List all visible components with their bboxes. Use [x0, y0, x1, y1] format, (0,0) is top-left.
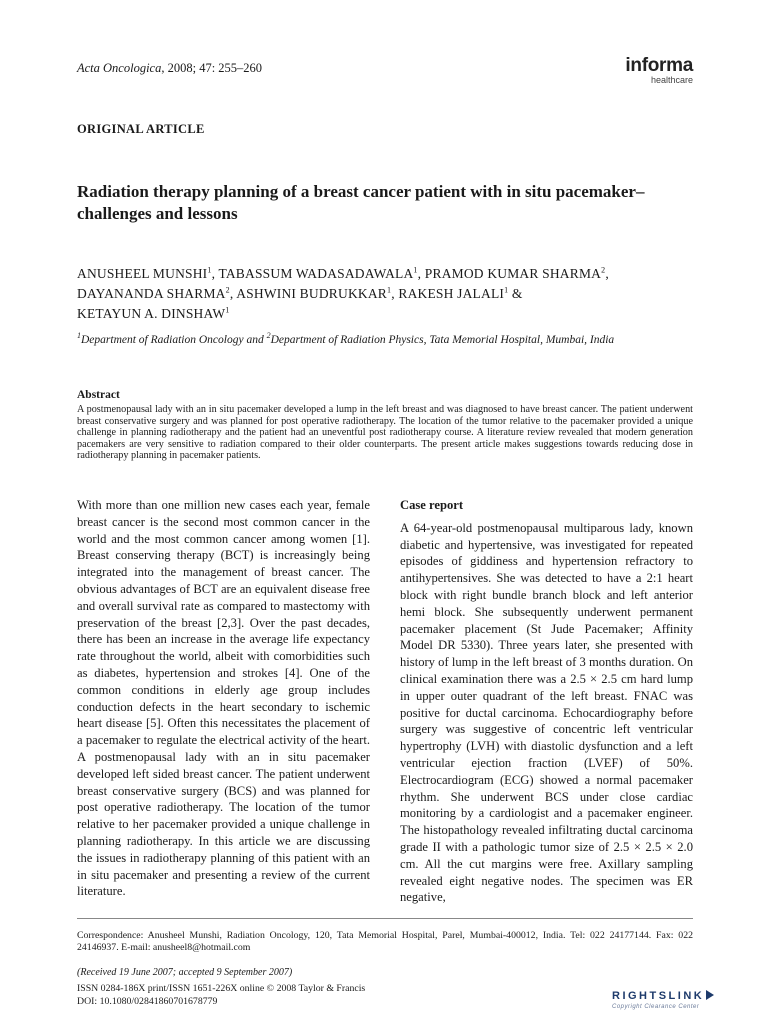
journal-citation	[77, 61, 262, 76]
article-type: ORIGINAL ARTICLE	[77, 122, 205, 136]
footnote-divider	[77, 918, 693, 919]
abstract-heading: Abstract	[77, 389, 120, 401]
article-title: Radiation therapy planning of a breast cancer patient with in situ pacemaker–challenges and lessons	[77, 182, 645, 223]
author: DAYANANDA SHARMA$^2$,	[77, 285, 237, 301]
author: TABASSUM WADASADAWALA$^1$,	[218, 265, 425, 281]
issn-line: ISSN 0284-186X print/ISSN 1651-226X online © 2008 Taylor & Francis	[77, 983, 366, 994]
correspondence-note: Correspondence: Anusheel Munshi, Radiation Oncology, 120, Tata Memorial Hospital, Parel, Mumbai-400012, India. Tel: 022 24177144. Fax: 022 24146937. E-mail: anusheel8@hotmail.com	[77, 930, 693, 953]
author: ASHWINI BUDRUKKAR$^1$,	[236, 285, 399, 301]
publication-info	[77, 983, 365, 1008]
journal-name: Acta Oncologica	[77, 61, 162, 75]
body-column-left: With more than one million new cases each year, female breast cancer is the second most common cancer in the world and the most common cancer among women [1]. Breast conserving therapy (BCT) is increasingly being integrated into the management of breast cancer. The obvious advantages of BCT are an equivalent disease free and overall survival rate as compared to mastectomy with preservation of the breast [2,3]. Over the past decades, there has been an increase in the average life expectancy rate throughout the world, albeit with comorbidities such as diabetes, hypertension and strokes [4]. One of the common conditions in elderly age group includes conduction defects in the heart secondary to ischemic heart disease [5]. Often this necessitates the placement of a pacemaker to regulate the electrical activity of the heart. A postmenopausal lady with an in situ pacemaker developed left sided breast cancer. The patient underwent breast conservative surgery (BCS) and was planned for post operative radiotherapy. The location of the tumor relative to her pacemaker provided a unique challenge in planning radiotherapy. In this article we are discussing the issues in radiotherapy planning of this patient with an in situ pacemaker and presenting a review of the current literature.	[77, 498, 370, 899]
section-heading-case-report: Case report	[400, 498, 464, 512]
received-dates: (Received 19 June 2007; accepted 9 September 2007)	[77, 967, 293, 978]
author: PRAMOD KUMAR SHARMA$^2$,	[424, 265, 609, 281]
author: KETAYUN A. DINSHAW$^1$	[77, 305, 230, 321]
affiliations: $^1$Department of Radiation Oncology and $^2$Department of Radiation Physics, Tata Memorial Hospital, Mumbai, India	[77, 331, 615, 346]
rightslink-sub: Copyright Clearance Center	[612, 1004, 700, 1010]
publisher-sub: healthcare	[650, 75, 693, 85]
publisher-logo	[625, 56, 693, 85]
rightslink-label: RIGHTSLINK	[612, 990, 705, 1002]
author: RAKESH JALALI$^1$ &	[398, 285, 523, 301]
author-list	[77, 264, 697, 324]
body-column-right	[400, 497, 693, 906]
case-report-text: A 64-year-old postmenopausal multiparous lady, known diabetic and hypertensive, was investigated for repeated episodes of giddiness and hypertension refractory to antihypertensives. She was detected to have a 2:1 heart block with right bundle branch block and left anterior hemi block. She subsequently underwent permanent pacemaker placement (St Jude Pacemaker; Affinity Model DR 5330). Three years later, she presented with history of lump in the left breast of 3 months duration. On clinical examination there was a 2.5 × 2.5 cm hard lump in upper outer quadrant of the left breast. FNAC was positive for ductal carcinoma. Echocardiography before surgery was suggestive of concentric left ventricular hypertrophy (LVH) with diastolic dysfunction and a left ventricular ejection fraction (LVEF) of 50%. Electrocardiogram (ECG) showed a normal pacemaker rhythm. She underwent BCS under close cardiac monitoring by a cardiologist and a pacemaker engineer. The histopathology revealed infiltrating ductal carcinoma grade II with a pathologic tumor size of 2.5 × 2.5 × 2.0 cm. All the cut margins were free. Axillary sampling revealed eight negative nodes. The specimen was ER negative,	[400, 520, 693, 905]
journal-details: , 2008; 47: 255–260	[161, 61, 263, 75]
publisher-brand: informa	[625, 55, 693, 76]
play-arrow-icon	[706, 990, 714, 1000]
rightslink-logo[interactable]	[612, 986, 757, 1016]
abstract-text: A postmenopausal lady with an in situ pacemaker developed a lump in the left breast and was diagnosed to have breast cancer. The patient underwent breast conservative surgery and was planned for post operative radiotherapy. The location of the tumor relative to the pacemaker provided a unique challenge in planning radiotherapy and the patient had an uneventful post radiotherapy course. A literature review revealed that modern generation pacemakers are very sensitive to radiation compared to their older counterparts. The present article makes suggestions towards reducing dose in radiotherapy planning in pacemaker patients.	[77, 404, 693, 462]
author: ANUSHEEL MUNSHI$^1$,	[77, 265, 219, 281]
doi-line: DOI: 10.1080/02841860701678779	[77, 995, 218, 1007]
